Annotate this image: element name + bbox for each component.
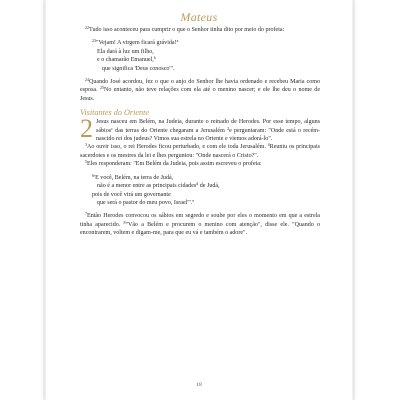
poem-line: que será o pastor do meu povo, Israel'".$^e$ [97,197,195,206]
paragraph-text: Tudo isso aconteceu para cumprir o que o Senhor tinha dito por meio do profeta: [89,27,285,33]
poem-line: Ela dará à luz um filho, [97,48,154,55]
page-content [80,26,320,238]
paragraph-verse-7: $^7$Então Herodes convocou os sábios em segredo e soube por eles o momento em que a estrela tinha aparecido. $^8$"Vão a Belém e procurem o menino com atenção", disse ele. "Quando o encontrarem, voltem e digam-me, para que eu vá e também o adore". [80,211,320,237]
poem-line: $^{23}$"Vejam! A virgem ficará grávida!$^a$ [92,38,179,47]
paragraph-verse-22 [80,26,320,34]
paragraph-verse-3: $^3$Ao ouvir isso, o rei Herodes ficou perturbado, e com ele toda Jerusalém. $^4$Reuniu os principais sacerdotes e os mestres da lei e lhes perguntou: "Onde nascerá o Cristo?". [80,142,321,159]
verse-number: 8 [123,219,126,225]
verse-number: 5 [85,159,87,165]
paragraph-verse-5: $^5$Eles responderam: "Em Belém da Judeia, pois assim escreveu o profeta: [85,159,262,168]
page-number: 18 [196,382,202,388]
verse-number: 2 [227,125,230,131]
page-edge-right [352,0,355,400]
chapter-number: 2 [80,114,93,144]
footnote-marker: b [153,55,156,61]
verse-number: 6 [92,172,94,178]
paragraph-verse-24: $^{24}$Quando José acordou, fez o que o anjo do Senhor lhe havia ordenado e recebeu Maria como esposa. $^{25}$No entanto, não teve relações com ela até o menino nascer; e ele lhe deu o nome de Jesus. [80,76,321,102]
chapter-2-opening: 2 Jesus nasceu em Belém, na Judeia, durante o reinado de Herodes. Por esse tempo, alguns sábios$^c$ das terras do Oriente chegaram a Jerusalém $^2$e perguntaram: "Onde está o recém-nascido rei dos judeus? Vimos sua estrela no Oriente e viemos adorá-lo". [80,114,320,144]
prophecy-quote-2 [80,174,320,208]
verse-number: 22 [85,24,89,30]
poem-line: não é a menor entre as principais cidades$^d$ de Judá, [97,180,220,190]
verse-number: 23 [92,38,96,44]
book-page [46,0,352,400]
footnote-marker: e [192,197,195,203]
verse-number: 7 [85,211,87,217]
footnote-marker: c [111,125,113,131]
footnote-marker: a [176,38,179,44]
poem-line: e o chamarão Emanuel,$^b$ [97,55,156,64]
verse-number: 4 [267,142,270,148]
poem-line: $^6$'E você, Belém, na terra de Judá, [92,172,174,181]
prophecy-quote-1 [80,39,320,73]
verse-number: 24 [85,76,89,82]
verse-number: 3 [85,142,87,148]
footnote-marker: d [196,180,199,186]
section-heading: Visitantes do Oriente [80,108,149,118]
verse-number: 25 [100,85,104,91]
poem-line: pois de você virá um governante [92,191,171,198]
running-header: Mateus [180,10,218,24]
poem-line: que significa 'Deus conosco'". [102,65,175,72]
